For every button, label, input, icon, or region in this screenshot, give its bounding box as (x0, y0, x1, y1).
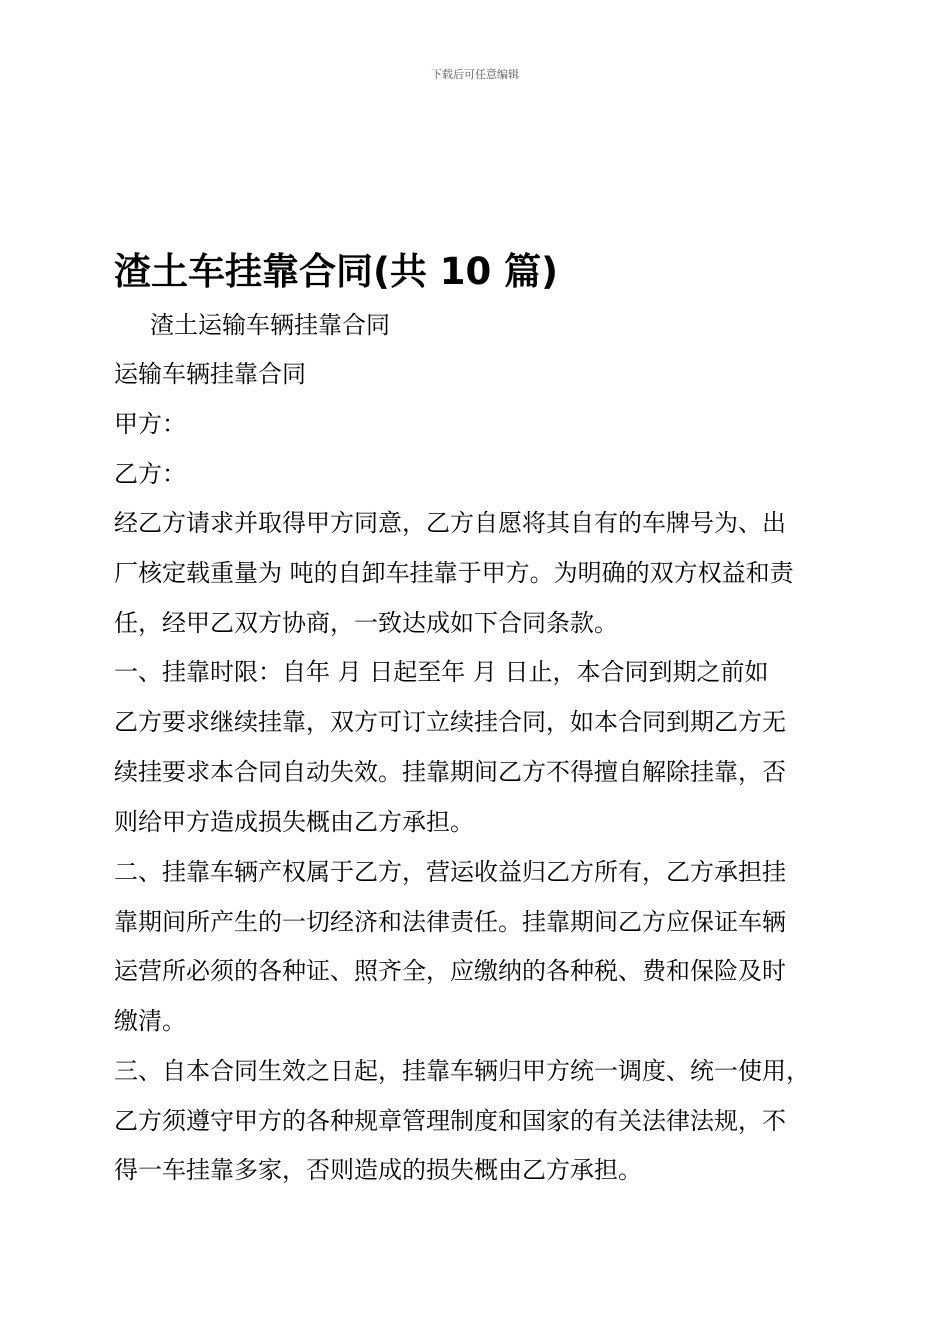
body-line: 三、自本合同生效之日起，挂靠车辆归甲方统一调度、统一使用， (114, 1057, 810, 1085)
body-line: 甲方： (114, 410, 186, 438)
body-line: 任，经甲乙双方协商，一致达成如下合同条款。 (114, 609, 618, 637)
body-line: 则给甲方造成损失概由乙方承担。 (114, 808, 474, 836)
body-line: 缴清。 (114, 1007, 186, 1035)
body-line: 一、挂靠时限：自年 月 日起至年 月 日止，本合同到期之前如 (114, 658, 769, 686)
document-title: 渣土车挂靠合同(共 10 篇) (114, 250, 559, 293)
header-note: 下载后可任意编辑 (431, 68, 519, 81)
document-subtitle: 渣土运输车辆挂靠合同 (150, 311, 390, 339)
body-line: 经乙方请求并取得甲方同意，乙方自愿将其自有的车牌号为、出 (114, 509, 786, 537)
body-line: 得一车挂靠多家，否则造成的损失概由乙方承担。 (114, 1156, 642, 1184)
body-line: 厂核定载重量为 吨的自卸车挂靠于甲方。为明确的双方权益和责 (114, 559, 794, 587)
body-line: 靠期间所产生的一切经济和法律责任。挂靠期间乙方应保证车辆 (114, 908, 786, 936)
body-line: 运输车辆挂靠合同 (114, 360, 306, 388)
body-line: 续挂要求本合同自动失效。挂靠期间乙方不得擅自解除挂靠，否 (114, 758, 786, 786)
body-line: 乙方要求继续挂靠，双方可订立续挂合同，如本合同到期乙方无 (114, 708, 786, 736)
body-line: 运营所必须的各种证、照齐全，应缴纳的各种税、费和保险及时 (114, 957, 786, 985)
body-line: 二、挂靠车辆产权属于乙方，营运收益归乙方所有，乙方承担挂 (114, 858, 786, 886)
body-line: 乙方： (114, 460, 186, 488)
body-line: 乙方须遵守甲方的各种规章管理制度和国家的有关法律法规，不 (114, 1107, 786, 1135)
